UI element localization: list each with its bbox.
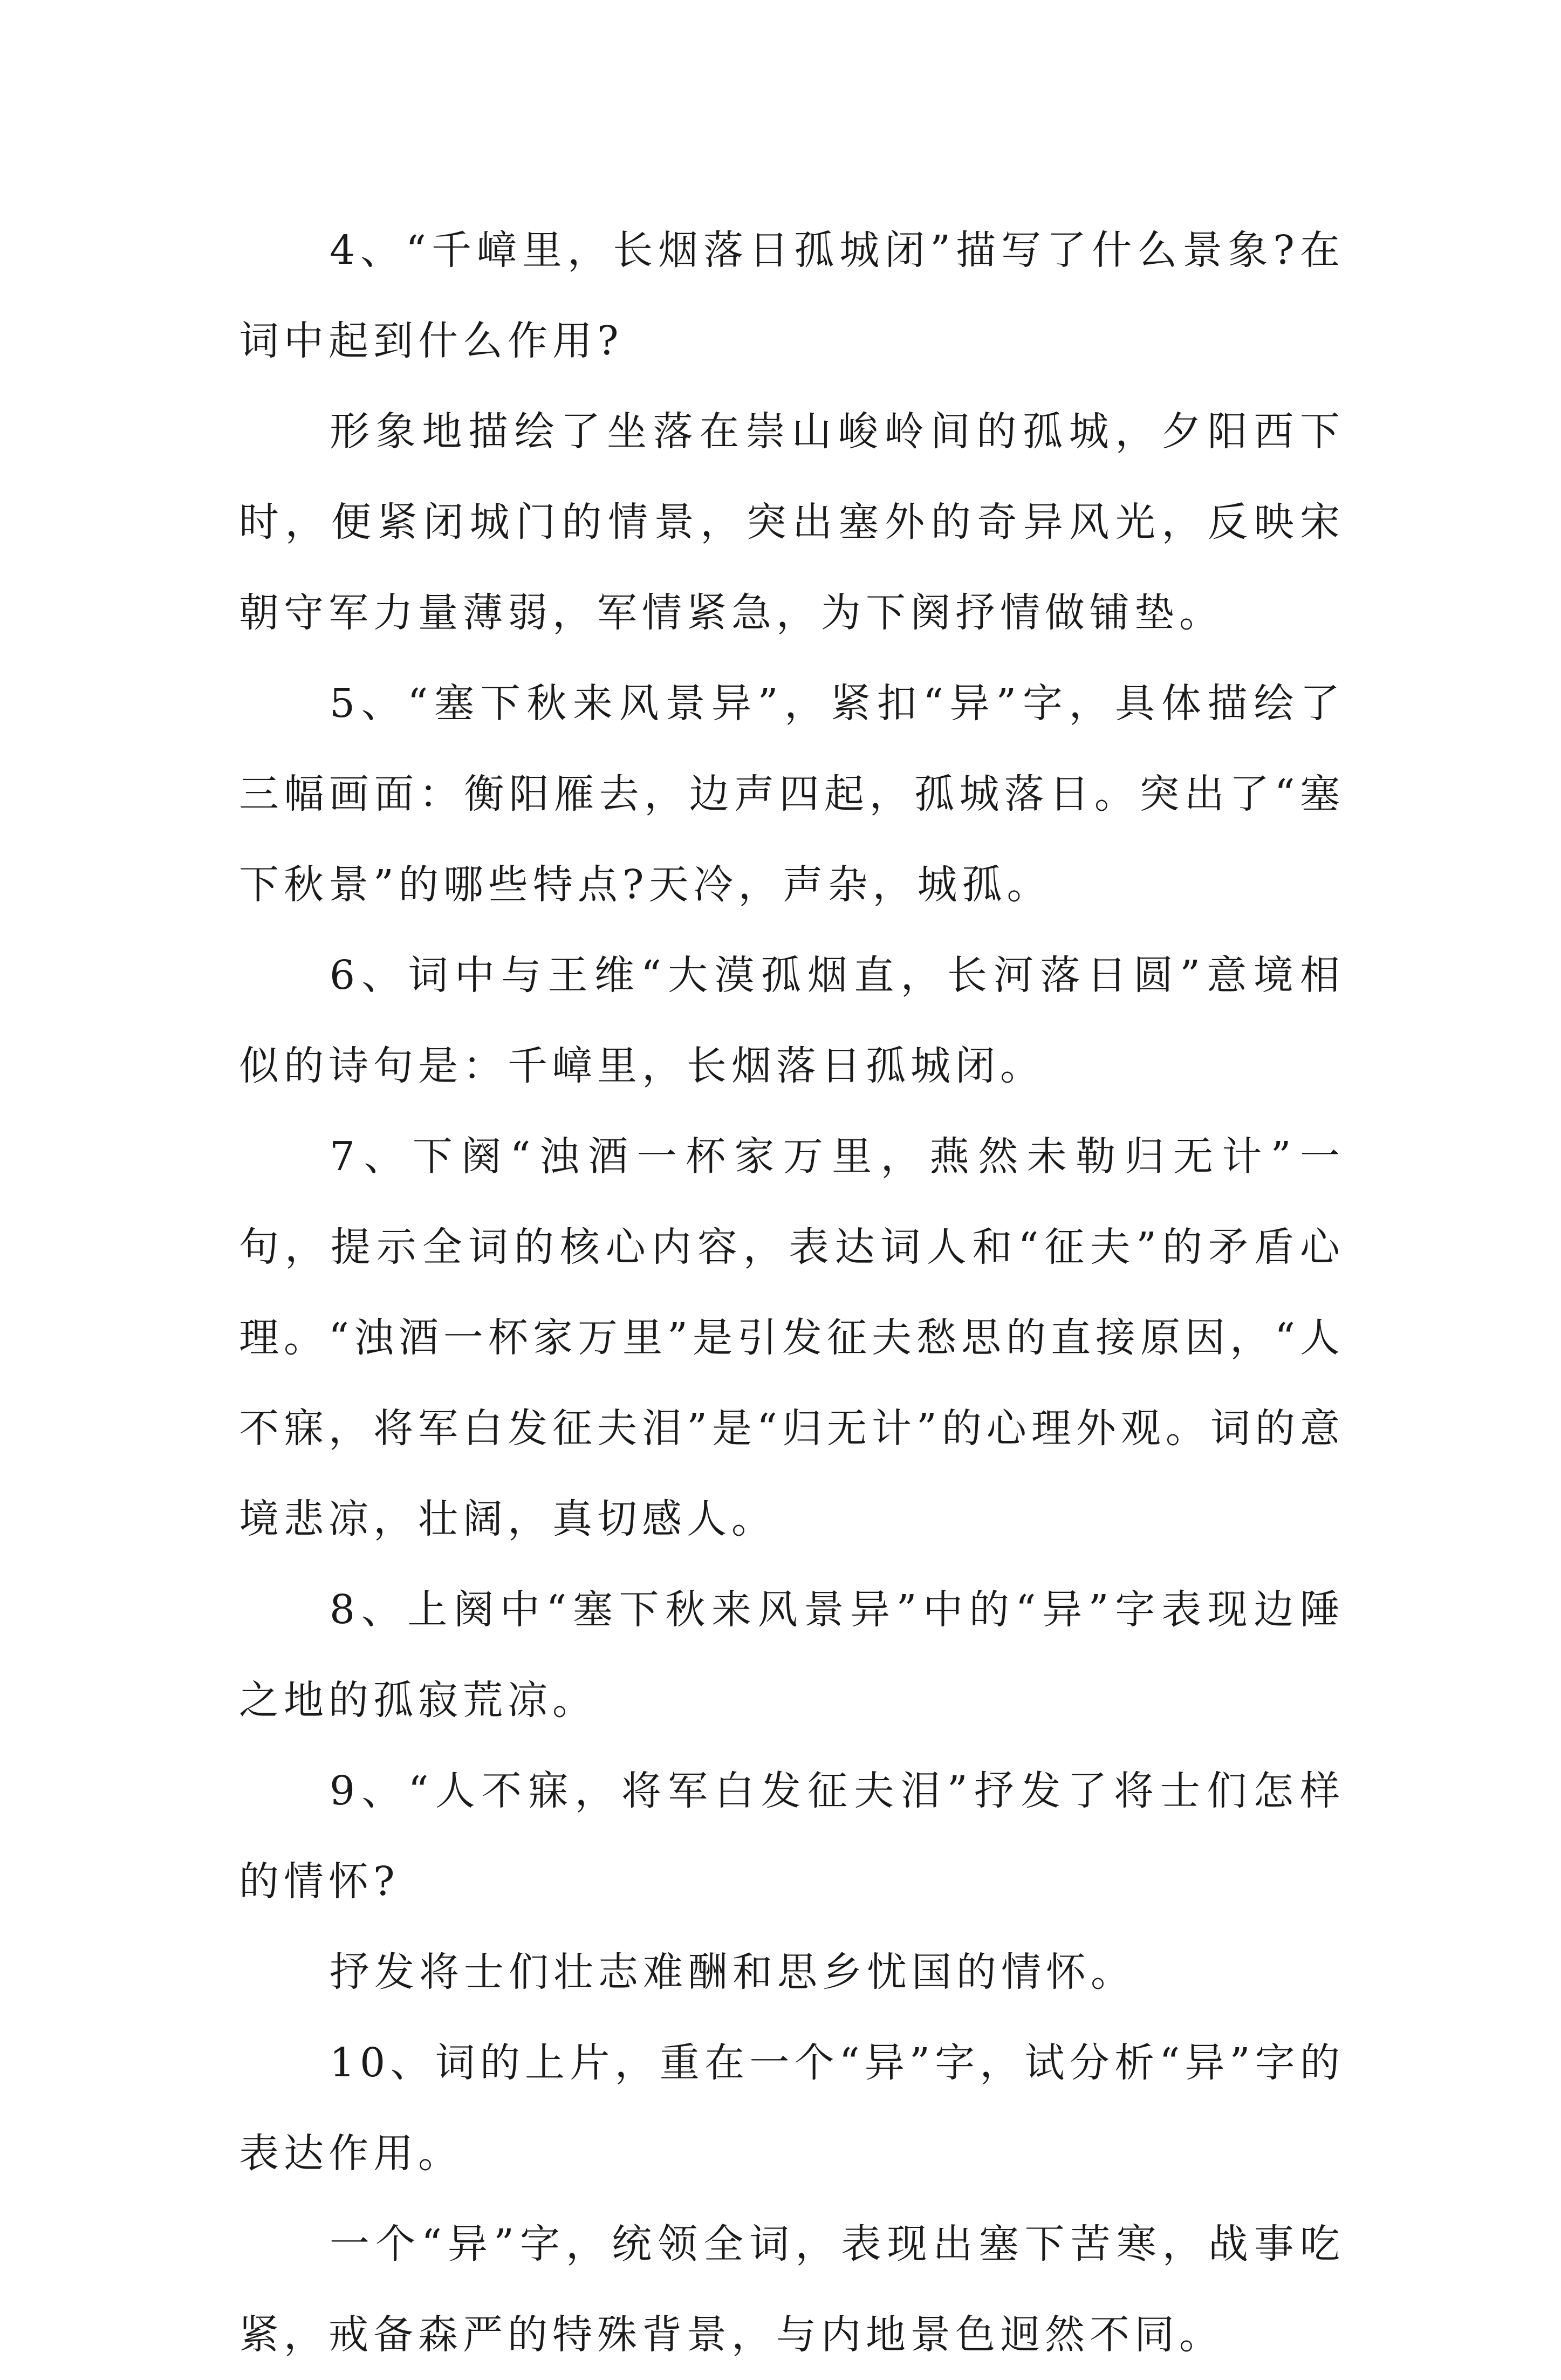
answer-9: 抒发将士们壮志难酬和思乡忧国的情怀。	[330, 1949, 1135, 1995]
answer-4: 形象地描绘了坐落在崇山峻岭间的孤城，夕阳西下时，便紧闭城门的情景，突出塞外的奇异风光，反映宋朝守军力量薄弱，军情紧急，为下阕抒情做铺垫。	[239, 408, 1345, 636]
question-7: 7、下阕“浊酒一杯家万里，燕然未勒归无计”一句，提示全词的核心内容，表达词人和“征夫”的矛盾心理。“浊酒一杯家万里”是引发征夫愁思的直接原因，“人不寐，将军白发征夫泪”是“归无计”的心理外观。词的意境悲凉，壮阔，真切感人。	[239, 1133, 1345, 1542]
question-6: 6、词中与王维“大漠孤烟直，长河落日圆”意境相似的诗句是：千嶂里，长烟落日孤城闭。	[239, 952, 1345, 1089]
question-10: 10、词的上片，重在一个“异”字，试分析“异”字的表达作用。	[239, 2040, 1345, 2177]
question-9: 9、“人不寐，将军白发征夫泪”抒发了将士们怎样的情怀?	[239, 1768, 1345, 1905]
question-5: 5、“塞下秋来风景异”，紧扣“异”字，具体描绘了三幅画面：衡阳雁去，边声四起，孤城落日。突出了“塞下秋景”的哪些特点?天冷，声杂，城孤。	[239, 680, 1345, 908]
document-body	[239, 205, 1345, 2380]
question-8: 8、上阕中“塞下秋来风景异”中的“异”字表现边陲之地的孤寂荒凉。	[239, 1586, 1345, 1724]
answer-10: 一个“异”字，统领全词，表现出塞下苦寒，战事吃紧，戒备森严的特殊背景，与内地景色迥然不同。	[239, 2221, 1345, 2358]
question-4: 4、“千嶂里，长烟落日孤城闭”描写了什么景象?在词中起到什么作用?	[239, 227, 1345, 364]
